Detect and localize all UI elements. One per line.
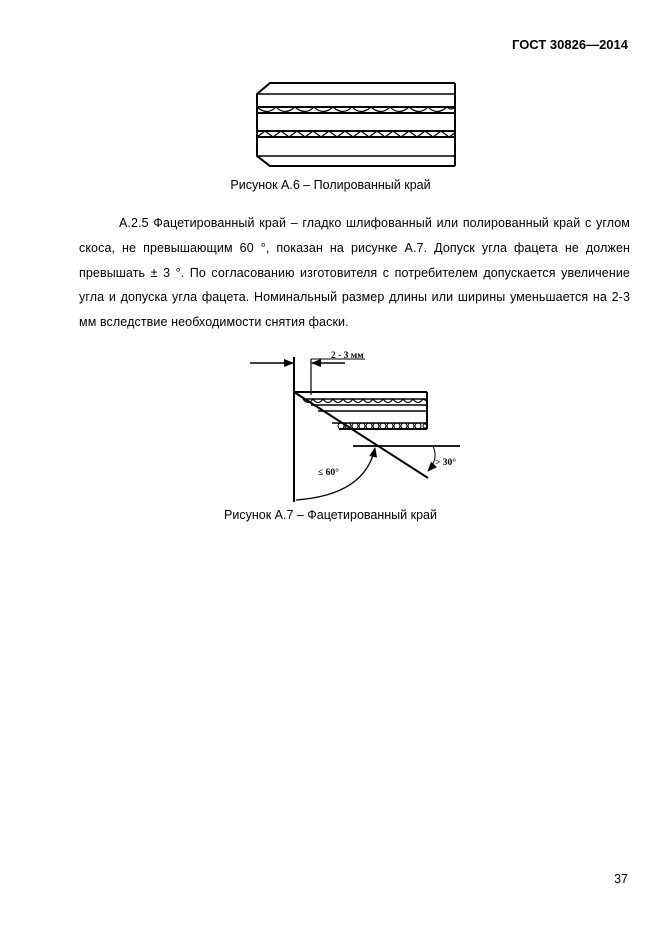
- angle-outer-label: > 30°: [435, 458, 457, 468]
- paragraph-a2-5: [79, 211, 630, 335]
- figure-a6-caption: Рисунок А.6 – Полированный край: [230, 178, 431, 192]
- document-code: ГОСТ 30826—2014: [512, 37, 628, 52]
- dimension-label: 2 - 3 мм: [331, 351, 364, 361]
- figure-a6-polished-edge: [245, 80, 465, 170]
- page-number: 37: [614, 872, 628, 886]
- paragraph-text: А.2.5 Фацетированный край – гладко шлифованный или полированный край с углом скоса, не превышающим 60 °, показан на рисунке А.7. Допуск угла фацета не должен превышать ± 3 °. По согласованию изготовителя с потребителем допускается увеличение угла и допуска угла фацета. Номинальный размер длины или ширины уменьшается на 2-3 мм вследствие необходимости снятия фаски.: [79, 216, 630, 330]
- glass-outline: [257, 83, 455, 166]
- figure-a7-faceted-edge: [245, 345, 470, 505]
- figure-a7-caption: Рисунок А.7 – Фацетированный край: [224, 508, 437, 522]
- angle-inner-label: ≤ 60°: [318, 468, 339, 478]
